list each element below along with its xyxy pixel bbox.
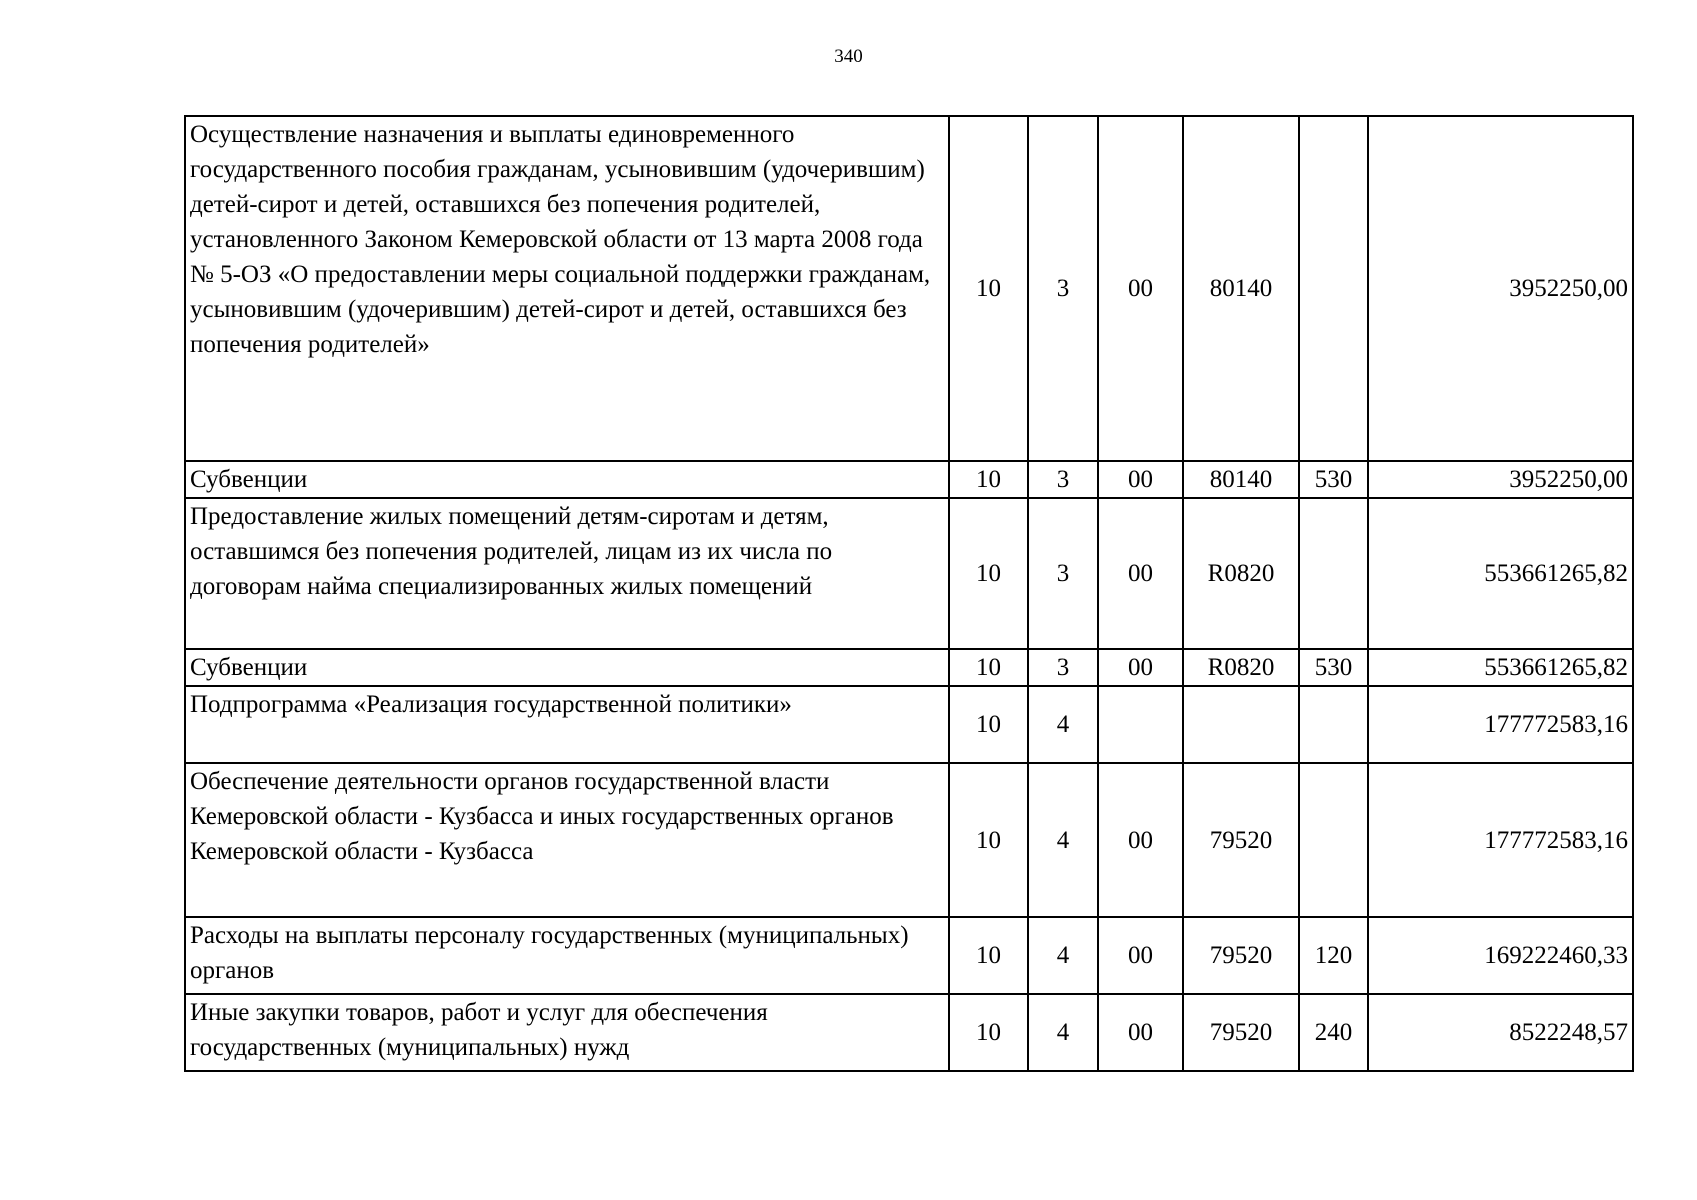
row-description: Расходы на выплаты персоналу государственных (муниципальных) органов [185, 917, 949, 994]
table-row [185, 498, 1633, 649]
table-row [185, 994, 1633, 1071]
amount: 553661265,82 [1368, 498, 1633, 649]
subprogram-code: 3 [1028, 116, 1098, 461]
budget-table [184, 115, 1634, 1072]
subprogram-code: 3 [1028, 498, 1098, 649]
amount: 3952250,00 [1368, 461, 1633, 498]
program-code: 00 [1098, 498, 1183, 649]
direction-code: 79520 [1183, 917, 1299, 994]
row-description: Осуществление назначения и выплаты единовременного государственного пособия гражданам, усыновившим (удочерившим) детей-сирот и детей, оставшихся без попечения родителей, установленного Законом Кемеровской области от 13 марта 2008 года № 5-ОЗ «О предоставлении меры социальной поддержки гражданам, усыновившим (удочерившим) детей-сирот и детей, оставшихся без попечения родителей» [185, 116, 949, 461]
amount: 8522248,57 [1368, 994, 1633, 1071]
program-code: 00 [1098, 116, 1183, 461]
expense-type-code [1299, 498, 1368, 649]
direction-code: R0820 [1183, 649, 1299, 686]
direction-code: 79520 [1183, 994, 1299, 1071]
amount: 3952250,00 [1368, 116, 1633, 461]
row-description: Предоставление жилых помещений детям-сиротам и детям, оставшимся без попечения родителей, лицам из их числа по договорам найма специализированных жилых помещений [185, 498, 949, 649]
direction-code: 79520 [1183, 763, 1299, 917]
expense-type-code: 120 [1299, 917, 1368, 994]
row-description: Субвенции [185, 649, 949, 686]
table-row [185, 461, 1633, 498]
program-code: 00 [1098, 461, 1183, 498]
expense-type-code: 240 [1299, 994, 1368, 1071]
program-code: 00 [1098, 649, 1183, 686]
table-row [185, 917, 1633, 994]
section-code: 10 [949, 686, 1028, 763]
section-code: 10 [949, 461, 1028, 498]
row-description: Подпрограмма «Реализация государственной политики» [185, 686, 949, 763]
subprogram-code: 4 [1028, 763, 1098, 917]
direction-code: 80140 [1183, 116, 1299, 461]
amount: 169222460,33 [1368, 917, 1633, 994]
amount: 177772583,16 [1368, 686, 1633, 763]
direction-code [1183, 686, 1299, 763]
program-code: 00 [1098, 763, 1183, 917]
section-code: 10 [949, 917, 1028, 994]
amount: 553661265,82 [1368, 649, 1633, 686]
section-code: 10 [949, 116, 1028, 461]
expense-type-code: 530 [1299, 461, 1368, 498]
section-code: 10 [949, 498, 1028, 649]
program-code: 00 [1098, 917, 1183, 994]
page-number: 340 [834, 46, 863, 67]
section-code: 10 [949, 649, 1028, 686]
direction-code: R0820 [1183, 498, 1299, 649]
expense-type-code [1299, 686, 1368, 763]
subprogram-code: 4 [1028, 686, 1098, 763]
row-description: Субвенции [185, 461, 949, 498]
subprogram-code: 4 [1028, 917, 1098, 994]
table-row [185, 686, 1633, 763]
table-row [185, 763, 1633, 917]
expense-type-code: 530 [1299, 649, 1368, 686]
amount: 177772583,16 [1368, 763, 1633, 917]
subprogram-code: 3 [1028, 649, 1098, 686]
expense-type-code [1299, 116, 1368, 461]
expense-type-code [1299, 763, 1368, 917]
row-description: Иные закупки товаров, работ и услуг для обеспечения государственных (муниципальных) нужд [185, 994, 949, 1071]
table-row [185, 116, 1633, 461]
subprogram-code: 4 [1028, 994, 1098, 1071]
subprogram-code: 3 [1028, 461, 1098, 498]
table-row [185, 649, 1633, 686]
program-code: 00 [1098, 994, 1183, 1071]
program-code [1098, 686, 1183, 763]
section-code: 10 [949, 763, 1028, 917]
section-code: 10 [949, 994, 1028, 1071]
row-description: Обеспечение деятельности органов государственной власти Кемеровской области - Кузбасса и иных государственных органов Кемеровской области - Кузбасса [185, 763, 949, 917]
direction-code: 80140 [1183, 461, 1299, 498]
